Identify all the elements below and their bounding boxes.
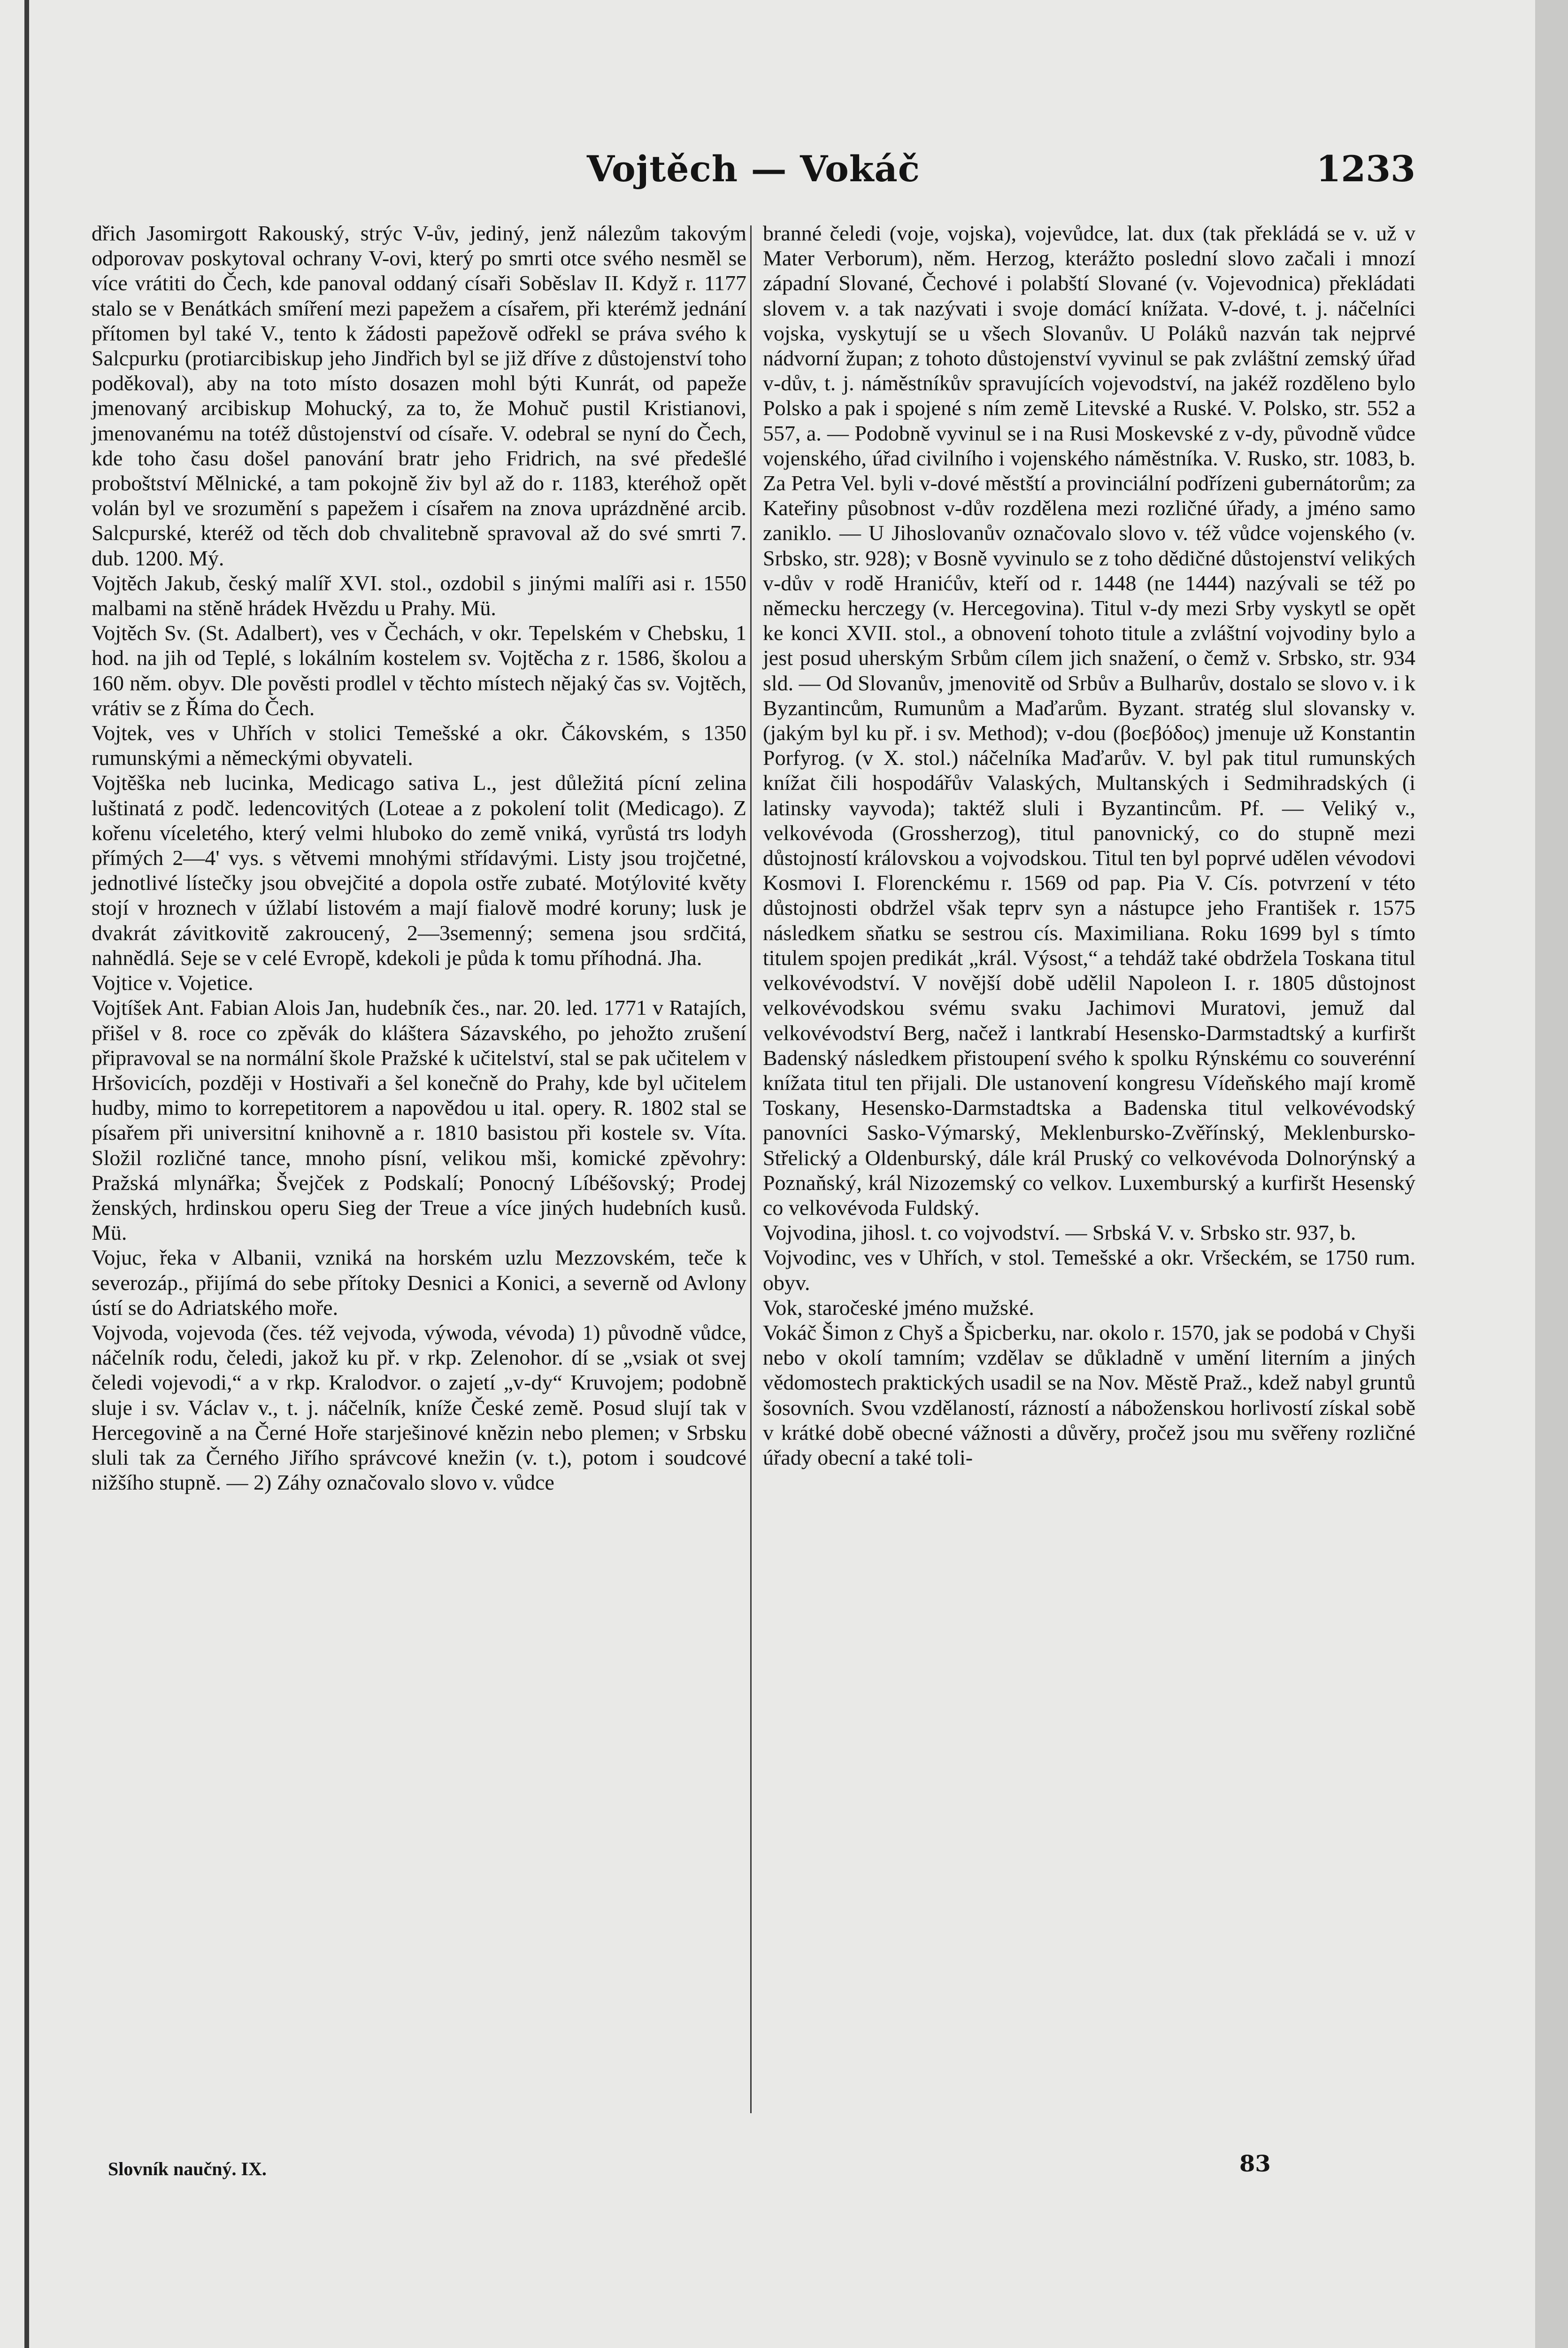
entry-paragraph: Vokáč Šimon z Chyš a Špicberku, nar. okolo r. 1570, jak se podobá v Chyši nebo v okolí tamním; vzdělav se důkladně v umění literním a jiných vědomostech praktických usadil se na Nov. Městě Praž., kdež nabyl gruntů šosovních. Svou vzdělaností, rázností a náboženskou horlivostí získal sobě v krátké době obecné vážnosti a důvěry, pročež jsou mu svěřeny rozličné úřady obecní a také toli- [763, 1320, 1415, 1469]
right-column [763, 221, 1415, 1470]
entry-paragraph: Vojtek, ves v Uhřích v stolici Temešské a okr. Čákovském, s 1350 rumunskými a německými obyvateli. [92, 721, 746, 770]
page-edge-margin [1535, 0, 1568, 2348]
entry-paragraph: branné čeledi (voje, vojska), vojevůdce, lat. dux (tak překládá se v. už v Mater Verborum), něm. Herzog, kterážto poslední slovo začali i mnozí západní Slované, Čechové i polabští Slované (v. Vojevodnica) překládati slovem v. a tak nazývati i svoje domácí knížata. V-dové, t. j. náčelníci vojska, vyskytují se u všech Slovanův. U Poláků nazván tak nejprvé nádvorní župan; z tohoto důstojenství vyvinul se pak zvláštní zemský úřad v-dův, t. j. náměstníkův spravujících vojevodství, na jakéž rozděleno bylo Polsko a pak i spojené s ním země Litevské a Ruské. V. Polsko, str. 552 a 557, a. — Podobně vyvinul se i na Rusi Moskevské z v-dy, původně vůdce vojenského, úřad civilního i vojenského náměstníka. V. Rusko, str. 1083, b. Za Petra Vel. byli v-dové městští a provinciální podřízeni gubernátorům; za Kateřiny působnost v-dův rozdělena mezi rozličné úřady, a jméno samo zaniklo. — U Jihoslovanův označovalo slovo v. též vůdce vojenského (v. Srbsko, str. 928); v Bosně vyvinulo se z toho dědičné důstojenství velikých v-dův v rodě Hranićův, kteří od r. 1448 (ne 1444) nazývali se též po německu herczegy (v. Hercegovina). Titul v-dy mezi Srby vyskytl se opět ke konci XVII. stol., a obnovení tohoto titule a zvláštní vojvodiny bylo a jest posud uherským Srbům cílem jich snažení, o čemž v. Srbsko, str. 934 sld. — Od Slovanův, jmenovitě od Srbův a Bulharův, dostalo se slovo v. i k Byzantincům, Rumunům a Maďarům. Byzant. stratég slul slovansky v. (jakým byl ku př. i sv. Method); v-dou (βοεβόδος) jmenuje už Konstantin Porfyrog. (v X. stol.) náčelníka Maďarův. V. byl pak titul rumunských knížat čili hospodářův Valaských, Multanských i Sedmihradských (i latinsky vayvoda); taktéž sluli i Byzantincům. Pf. — Veliký v., velkovévoda (Grossherzog), titul panovnický, co do stupně mezi důstojností královskou a vojvodskou. Titul ten byl poprvé udělen vévodovi Kosmovi I. Florenckému r. 1569 od pap. Pia V. Cís. potvrzení v této důstojnosti obdržel však teprv syn a nástupce jeho František r. 1575 následkem sňatku se sestrou cís. Maximiliana. Roku 1699 byl s tímto titulem spojen predikát „král. Výsost,“ a tehdáž také obdržela Toskana titul velkovévodství. V novější době udělil Napoleon I. r. 1805 důstojnost velkovévodskou svému svaku Jachimovi Muratovi, jemuž dal velkovévodství Berg, načež i lantkrabí Hesensko-Darmstadtský a kurfiršt Badenský následkem přistoupení svého k spolku Rýnskému co souverénní knížata titul ten přijali. Dle ustanovení kongresu Vídeňského mají kromě Toskany, Hesensko-Darmstadtska a Badenska titul velkovévodský panovníci Sasko-Výmarský, Meklenbursko-Zvěřínský, Meklenbursko-Střelický a Oldenburský, dále král Pruský co velkovévoda Dolnorýnský a Poznaňský, král Nizozemský co velkov. Luxemburský a kurfiršt Hesenský co velkovévoda Fuldský. [763, 221, 1415, 1220]
page-number: 1233 [1316, 148, 1415, 190]
entry-paragraph: dřich Jasomirgott Rakouský, strýc V-ův, jediný, jenž nálezům takovým odporovav poskytoval ochrany V-ovi, který po smrti otce svého nesměl se více vrátiti do Čech, kde panoval oddaný císaři Soběslav II. Když r. 1177 stalo se v Benátkách smíření mezi papežem a císařem, při kterémž jednání přítomen byl také V., tento k žádosti papežově odřekl se práva svého k Salcpurku (protiarcibiskup jeho Jindřich byl se již dříve z důstojenství toho poděkoval), aby na toto místo dosazen mohl býti Kunrát, od papeže jmenovaný arcibiskup Mohucký, za to, že Mohuč pustil Kristianovi, jmenovanému na totéž důstojenství od císaře. V. odebral se nyní do Čech, kde toho času došel panování bratr jeho Fridrich, na své předešlé proboštství Mělnické, a tam pokojně živ byl až do r. 1183, kteréhož opět volán byl ve srozumění s papežem i císařem na znova uprázdněné arcib. Salcpurské, kteréž od těch dob chvalitebně spravoval až do své smrti 7. dub. 1200. Mý. [92, 221, 746, 570]
footer-signature-number: 83 [1239, 2151, 1271, 2177]
page-edge-shadow [24, 0, 29, 2348]
left-column [92, 221, 746, 1495]
entry-paragraph: Vojvoda, vojevoda (čes. též vejvoda, výwoda, vévoda) 1) původně vůdce, náčelník rodu, čeledi, jakož ku př. v rkp. Zelenohor. dí se „vsiak ot svej čeledi vojevodi,“ a v rkp. Kralodvor. o zajetí „v-dy“ Kruvojem; podobně sluje i sv. Václav v., t. j. náčelník, kníže České země. Posud slují tak v Hercegovině a na Černé Hoře starješinové knězin nebo plemen; v Srbsku sluli tak za Černého Jiřího správcové knežin (v. t.), potom i soudcové nižšího stupně. — 2) Záhy označovalo slovo v. vůdce [92, 1320, 746, 1495]
entry-paragraph: Vok, staročeské jméno mužské. [763, 1295, 1034, 1320]
entry-paragraph: Vojtěch Sv. (St. Adalbert), ves v Čechách, v okr. Tepelském v Chebsku, 1 hod. na jih od Teplé, s lokálním kostelem sv. Vojtěcha z r. 1586, školou a 160 něm. obyv. Dle pověsti prodlel v těchto místech nějaký čas sv. Vojtěch, vrátiv se z Říma do Čech. [92, 621, 746, 720]
entry-paragraph: Vojtěška neb lucinka, Medicago sativa L., jest důležitá pícní zelina luštinatá z podč. ledencovitých (Loteae a z pokolení tolit (Medicago). Z kořenu víceletého, který velmi hluboko do země vniká, vyrůstá trs lodyh přímých 2—4' vys. s větvemi mnohými střídavými. Listy jsou trojčetné, jednotlivé lístečky jsou obvejčité a dopola ostře zubaté. Motýlovité květy stojí v hroznech v úžlabí listovém a mají fialově modré koruny; lusk je dvakrát závitkovitě zakroucený, 2—3semenný; semena jsou srdčitá, nahnědlá. Seje se v celé Evropě, kdekoli je půda k tomu příhodná. Jha. [92, 771, 746, 970]
entry-paragraph: Vojtěch Jakub, český malíř XVI. stol., ozdobil s jinými malíři asi r. 1550 malbami na stěně hrádek Hvězdu u Prahy. Mü. [92, 571, 746, 620]
page-header [92, 148, 1415, 200]
entry-paragraph: Vojvodina, jihosl. t. co vojvodství. — Srbská V. v. Srbsko str. 937, b. [763, 1220, 1356, 1245]
column-divider [750, 225, 752, 2113]
footer-volume-label: Slovník naučný. IX. [108, 2158, 267, 2179]
entry-paragraph: Vojuc, řeka v Albanii, vzniká na horském uzlu Mezzovském, teče k severozáp., přijímá do sebe přítoky Desnici a Konici, a severně od Avlony ústí se do Adriatského moře. [92, 1245, 746, 1320]
entry-paragraph: Vojtíšek Ant. Fabian Alois Jan, hudebník čes., nar. 20. led. 1771 v Ratajích, přišel v 8. roce co zpěvák do kláštera Sázavského, po jehožto zrušení připravoval se na normální škole Pražské k učitelství, stal se pak učitelem v Hršovicích, později v Hostivaři a šel konečně do Prahy, kde byl učitelem hudby, mimo to korrepetitorem a napovědou u ital. opery. R. 1802 stal se písařem při universitní knihovně a r. 1810 basistou při kostele sv. Víta. Složil rozličné tance, mnoho písní, velikou mši, komické zpěvohry: Pražská mlynářka; Švejček z Podskalí; Ponocný Líbéšovský; Prodej ženských, hrdinskou operu Sieg der Treue a více jiných hudebních kusů. Mü. [92, 996, 746, 1245]
entry-paragraph: Vojvodinc, ves v Uhřích, v stol. Temešské a okr. Vršeckém, se 1750 rum. obyv. [763, 1245, 1415, 1295]
entry-paragraph: Vojtice v. Vojetice. [92, 971, 254, 995]
running-head: Vojtěch — Vokáč [587, 148, 920, 190]
